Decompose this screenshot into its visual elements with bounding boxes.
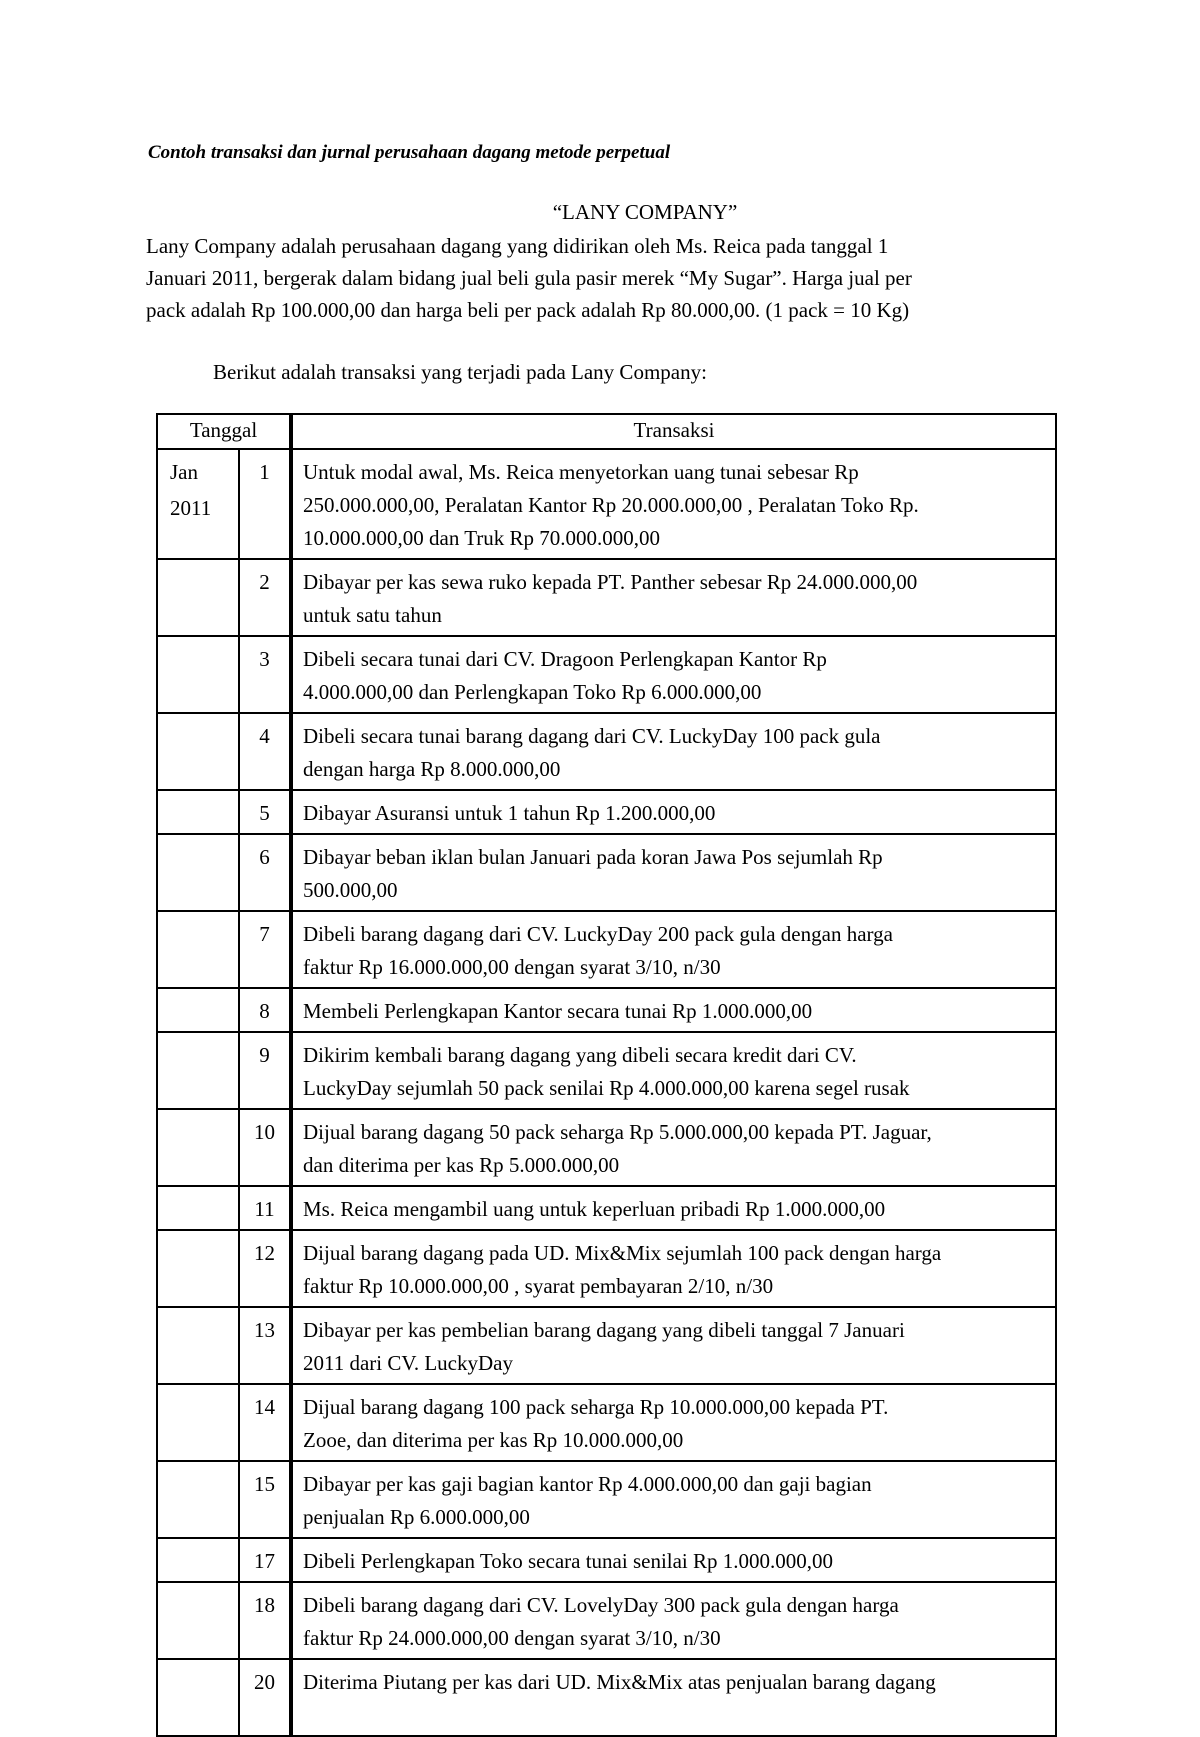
transaction-cell [291,1582,1056,1659]
transaction-line: Diterima Piutang per kas dari UD. Mix&Mix atas penjualan barang dagang [303,1670,936,1694]
day-number: 11 [254,1197,275,1221]
transaction-line: Dijual barang dagang 100 pack seharga Rp 10.000.000,00 kepada PT. [303,1395,889,1419]
month-cell [157,1109,239,1186]
transaction-line: Dibeli secara tunai dari CV. Dragoon Perlengkapan Kantor Rp [303,647,827,671]
day-number: 20 [254,1670,275,1694]
transaction-line: Dijual barang dagang 50 pack seharga Rp 5.000.000,00 kepada PT. Jaguar, [303,1120,932,1144]
table-header-row [157,414,1056,449]
transaction-line: Zooe, dan diterima per kas Rp 10.000.000,00 [303,1428,684,1452]
header-transaction: Transaksi [291,414,1056,449]
transaction-line [293,1699,1055,1735]
day-cell [239,790,291,834]
transaction-line: Dibayar per kas sewa ruko kepada PT. Panther sebesar Rp 24.000.000,00 [303,570,918,594]
transaction-line: Dibeli barang dagang dari CV. LovelyDay 300 pack gula dengan harga [303,1593,899,1617]
day-number: 6 [259,845,270,869]
day-number: 7 [259,922,270,946]
month-cell [157,790,239,834]
transaction-cell [291,988,1056,1032]
transaction-line: dan diterima per kas Rp 5.000.000,00 [303,1153,620,1177]
month-cell [157,1307,239,1384]
transaction-line: faktur Rp 10.000.000,00 , syarat pembayaran 2/10, n/30 [303,1274,774,1298]
month-cell [157,449,239,559]
transaction-cell [291,1109,1056,1186]
day-number: 4 [259,724,270,748]
day-number: 12 [254,1241,275,1265]
transaction-line: 2011 dari CV. LuckyDay [303,1351,513,1375]
day-cell [239,1109,291,1186]
day-number: 3 [259,647,270,671]
transaction-line: faktur Rp 24.000.000,00 dengan syarat 3/10, n/30 [303,1626,721,1650]
transaction-cell [291,1307,1056,1384]
day-number: 9 [259,1043,270,1067]
day-cell [239,559,291,636]
transactions-table [156,413,1057,1737]
transaction-cell [291,1032,1056,1109]
transaction-line: 500.000,00 [303,878,398,902]
day-cell [239,911,291,988]
table-row [157,1384,1056,1461]
day-number: 14 [254,1395,275,1419]
transaction-line: Ms. Reica mengambil uang untuk keperluan pribadi Rp 1.000.000,00 [303,1197,886,1221]
transaction-line: Dijual barang dagang pada UD. Mix&Mix sejumlah 100 pack dengan harga [303,1241,942,1265]
day-number: 2 [259,570,270,594]
transaction-cell [291,1230,1056,1307]
month-cell [157,1186,239,1230]
month-cell [157,834,239,911]
table-row [157,790,1056,834]
month-cell [157,1538,239,1582]
day-number: 5 [259,801,270,825]
day-cell [239,988,291,1032]
month-label: 2011 [170,496,212,520]
table-row [157,988,1056,1032]
transaction-line: faktur Rp 16.000.000,00 dengan syarat 3/10, n/30 [303,955,721,979]
transaction-cell [291,834,1056,911]
table-row [157,1582,1056,1659]
month-cell [157,1461,239,1538]
transaction-line: Dibayar Asuransi untuk 1 tahun Rp 1.200.000,00 [303,801,716,825]
transaction-line: Dikirim kembali barang dagang yang dibeli secara kredit dari CV. [303,1043,857,1067]
table-lead-text: Berikut adalah transaksi yang terjadi pada Lany Company: [213,360,707,384]
day-number: 8 [259,999,270,1023]
document-heading: Contoh transaksi dan jurnal perusahaan dagang metode perpetual [148,142,671,163]
table-row [157,834,1056,911]
transaction-line: Untuk modal awal, Ms. Reica menyetorkan uang tunai sebesar Rp [303,460,859,484]
day-cell [239,449,291,559]
month-label: Jan [170,460,198,484]
transaction-line: Membeli Perlengkapan Kantor secara tunai Rp 1.000.000,00 [303,999,813,1023]
transaction-line: Dibeli barang dagang dari CV. LuckyDay 200 pack gula dengan harga [303,922,893,946]
transaction-line: dengan harga Rp 8.000.000,00 [303,757,561,781]
table-row [157,636,1056,713]
day-number: 15 [254,1472,275,1496]
transaction-line: penjualan Rp 6.000.000,00 [303,1505,530,1529]
transaction-cell [291,790,1056,834]
day-cell [239,1461,291,1538]
table-row [157,1659,1056,1736]
transaction-line: LuckyDay sejumlah 50 pack senilai Rp 4.000.000,00 karena segel rusak [303,1076,910,1100]
transaction-cell [291,449,1056,559]
day-cell [239,1032,291,1109]
month-cell [157,1230,239,1307]
table-row [157,911,1056,988]
intro-line: Lany Company adalah perusahaan dagang yang didirikan oleh Ms. Reica pada tanggal 1 [146,234,889,258]
day-number: 13 [254,1318,275,1342]
transaction-cell [291,636,1056,713]
transaction-line: 250.000.000,00, Peralatan Kantor Rp 20.000.000,00 , Peralatan Toko Rp. [303,493,919,517]
table-row [157,1307,1056,1384]
table-row [157,713,1056,790]
transaction-cell [291,713,1056,790]
month-cell [157,1659,239,1736]
month-cell [157,559,239,636]
transaction-line: 4.000.000,00 dan Perlengkapan Toko Rp 6.000.000,00 [303,680,762,704]
table-row [157,1032,1056,1109]
month-cell [157,1032,239,1109]
transaction-cell [291,559,1056,636]
day-cell [239,1230,291,1307]
day-cell [239,1659,291,1736]
table-row [157,449,1056,559]
transaction-cell [291,1461,1056,1538]
transaction-line: Dibayar beban iklan bulan Januari pada koran Jawa Pos sejumlah Rp [303,845,883,869]
day-cell [239,834,291,911]
table-row [157,559,1056,636]
day-cell [239,1384,291,1461]
transaction-line: 10.000.000,00 dan Truk Rp 70.000.000,00 [303,526,661,550]
day-number: 18 [254,1593,275,1617]
transaction-cell [291,1538,1056,1582]
table-row [157,1186,1056,1230]
month-cell [157,988,239,1032]
table-row [157,1461,1056,1538]
transaction-line: Dibayar per kas gaji bagian kantor Rp 4.000.000,00 dan gaji bagian [303,1472,872,1496]
table-row [157,1109,1056,1186]
transaction-line: Dibeli Perlengkapan Toko secara tunai senilai Rp 1.000.000,00 [303,1549,834,1573]
month-cell [157,911,239,988]
day-number: 1 [259,460,270,484]
transaction-cell [291,1186,1056,1230]
day-cell [239,1538,291,1582]
header-date: Tanggal [157,414,291,449]
transaction-line: Dibeli secara tunai barang dagang dari CV. LuckyDay 100 pack gula [303,724,881,748]
transaction-cell [291,1384,1056,1461]
day-cell [239,1307,291,1384]
month-cell [157,1384,239,1461]
day-cell [239,636,291,713]
table-row [157,1230,1056,1307]
transaction-line: Dibayar per kas pembelian barang dagang yang dibeli tanggal 7 Januari [303,1318,905,1342]
company-title: “LANY COMPANY” [552,200,738,224]
intro-paragraph [146,230,1046,326]
table-row [157,1538,1056,1582]
transaction-line: untuk satu tahun [303,603,442,627]
day-number: 10 [254,1120,275,1144]
day-number: 17 [254,1549,275,1573]
day-cell [239,1582,291,1659]
day-cell [239,713,291,790]
transaction-cell [291,1659,1056,1736]
month-cell [157,713,239,790]
intro-line: Januari 2011, bergerak dalam bidang jual beli gula pasir merek “My Sugar”. Harga jual per [146,266,912,290]
transaction-cell [291,911,1056,988]
day-cell [239,1186,291,1230]
intro-line: pack adalah Rp 100.000,00 dan harga beli per pack adalah Rp 80.000,00. (1 pack = 10 Kg) [146,298,910,322]
month-cell [157,1582,239,1659]
month-cell [157,636,239,713]
